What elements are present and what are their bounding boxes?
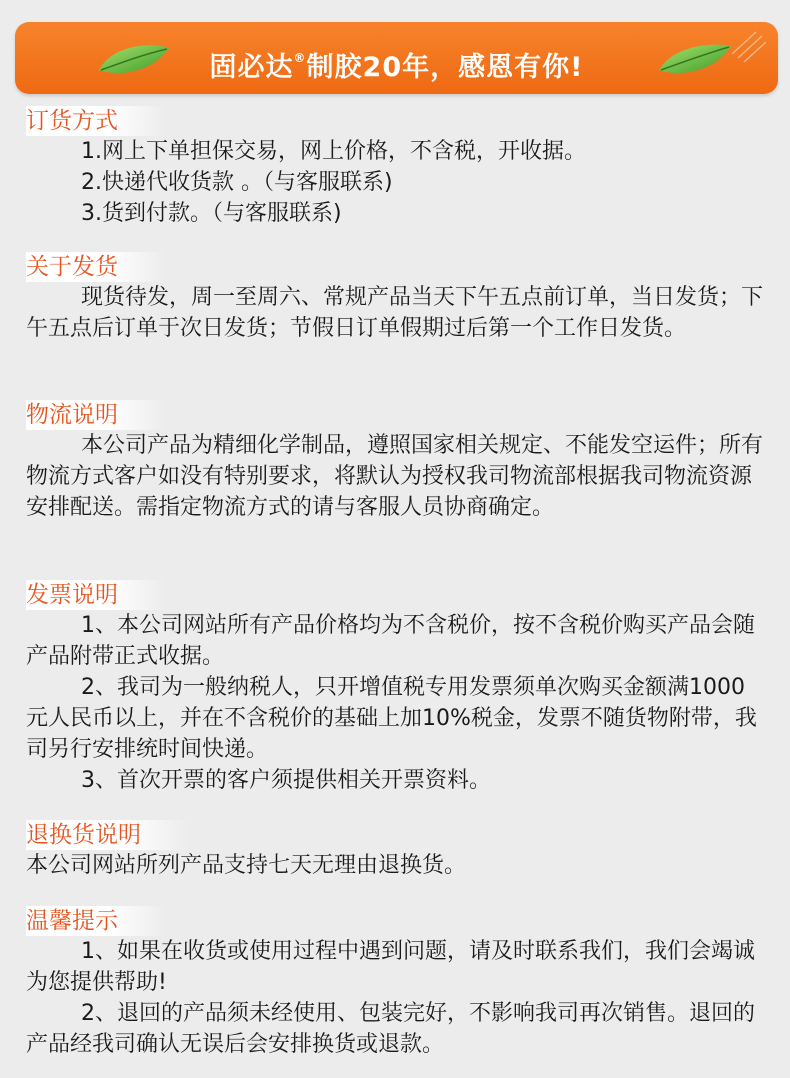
section-returns	[26, 820, 764, 881]
paragraph: 3、首次开票的客户须提供相关开票资料。	[81, 768, 491, 793]
paragraph: 1.网上下单担保交易，网上价格，不含税，开收据。	[81, 139, 586, 164]
section-title: 关于发货	[26, 252, 166, 282]
section-title: 退换货说明	[26, 820, 189, 850]
stripe-decoration	[726, 28, 766, 68]
paragraph: 2.快递代收货款 。（与客服联系)	[81, 170, 393, 195]
paragraph: 2、退回的产品须未经使用、包装完好，不影响我司再次销售。退回的产品经我司确认无误后会安排换货或退款。	[26, 1001, 755, 1057]
header-banner	[15, 22, 778, 94]
section-title: 订货方式	[26, 106, 166, 136]
section-logistics	[26, 400, 764, 523]
registered-mark: ®	[293, 51, 307, 65]
section-title: 物流说明	[26, 400, 166, 430]
section-tips	[26, 906, 764, 1060]
paragraph: 2、我司为一般纳税人，只开增值税专用发票须单次购买金额满1000元人民币以上，并在不含税价的基础上加10%税金，发票不随货物附带，我司另行安排统时间快递。	[26, 675, 757, 762]
section-title: 温馨提示	[26, 906, 166, 936]
section-order	[26, 106, 764, 229]
section-invoice	[26, 580, 764, 796]
section-shipping	[26, 252, 764, 344]
paragraph: 1、本公司网站所有产品价格均为不含税价，按不含税价购买产品会随产品附带正式收据。	[26, 613, 755, 669]
banner-slogan: 制胶20年，感恩有你!	[306, 52, 584, 83]
paragraph: 本公司网站所列产品支持七天无理由退换货。	[26, 853, 467, 878]
paragraph: 现货待发，周一至周六、常规产品当天下午五点前订单，当日发货；下午五点后订单于次日发货；节假日订单假期过后第一个工作日发货。	[26, 285, 764, 341]
leaf-icon	[655, 40, 735, 80]
brand-name: 固必达	[209, 52, 294, 83]
paragraph: 本公司产品为精细化学制品，遵照国家相关规定、不能发空运件；所有物流方式客户如没有特别要求，将默认为授权我司物流部根据我司物流资源安排配送。需指定物流方式的请与客服人员协商确定。	[26, 433, 764, 520]
paragraph: 1、如果在收货或使用过程中遇到问题，请及时联系我们，我们会竭诚为您提供帮助!	[26, 939, 755, 995]
section-title: 发票说明	[26, 580, 166, 610]
paragraph: 3.货到付款。（与客服联系)	[81, 201, 342, 226]
